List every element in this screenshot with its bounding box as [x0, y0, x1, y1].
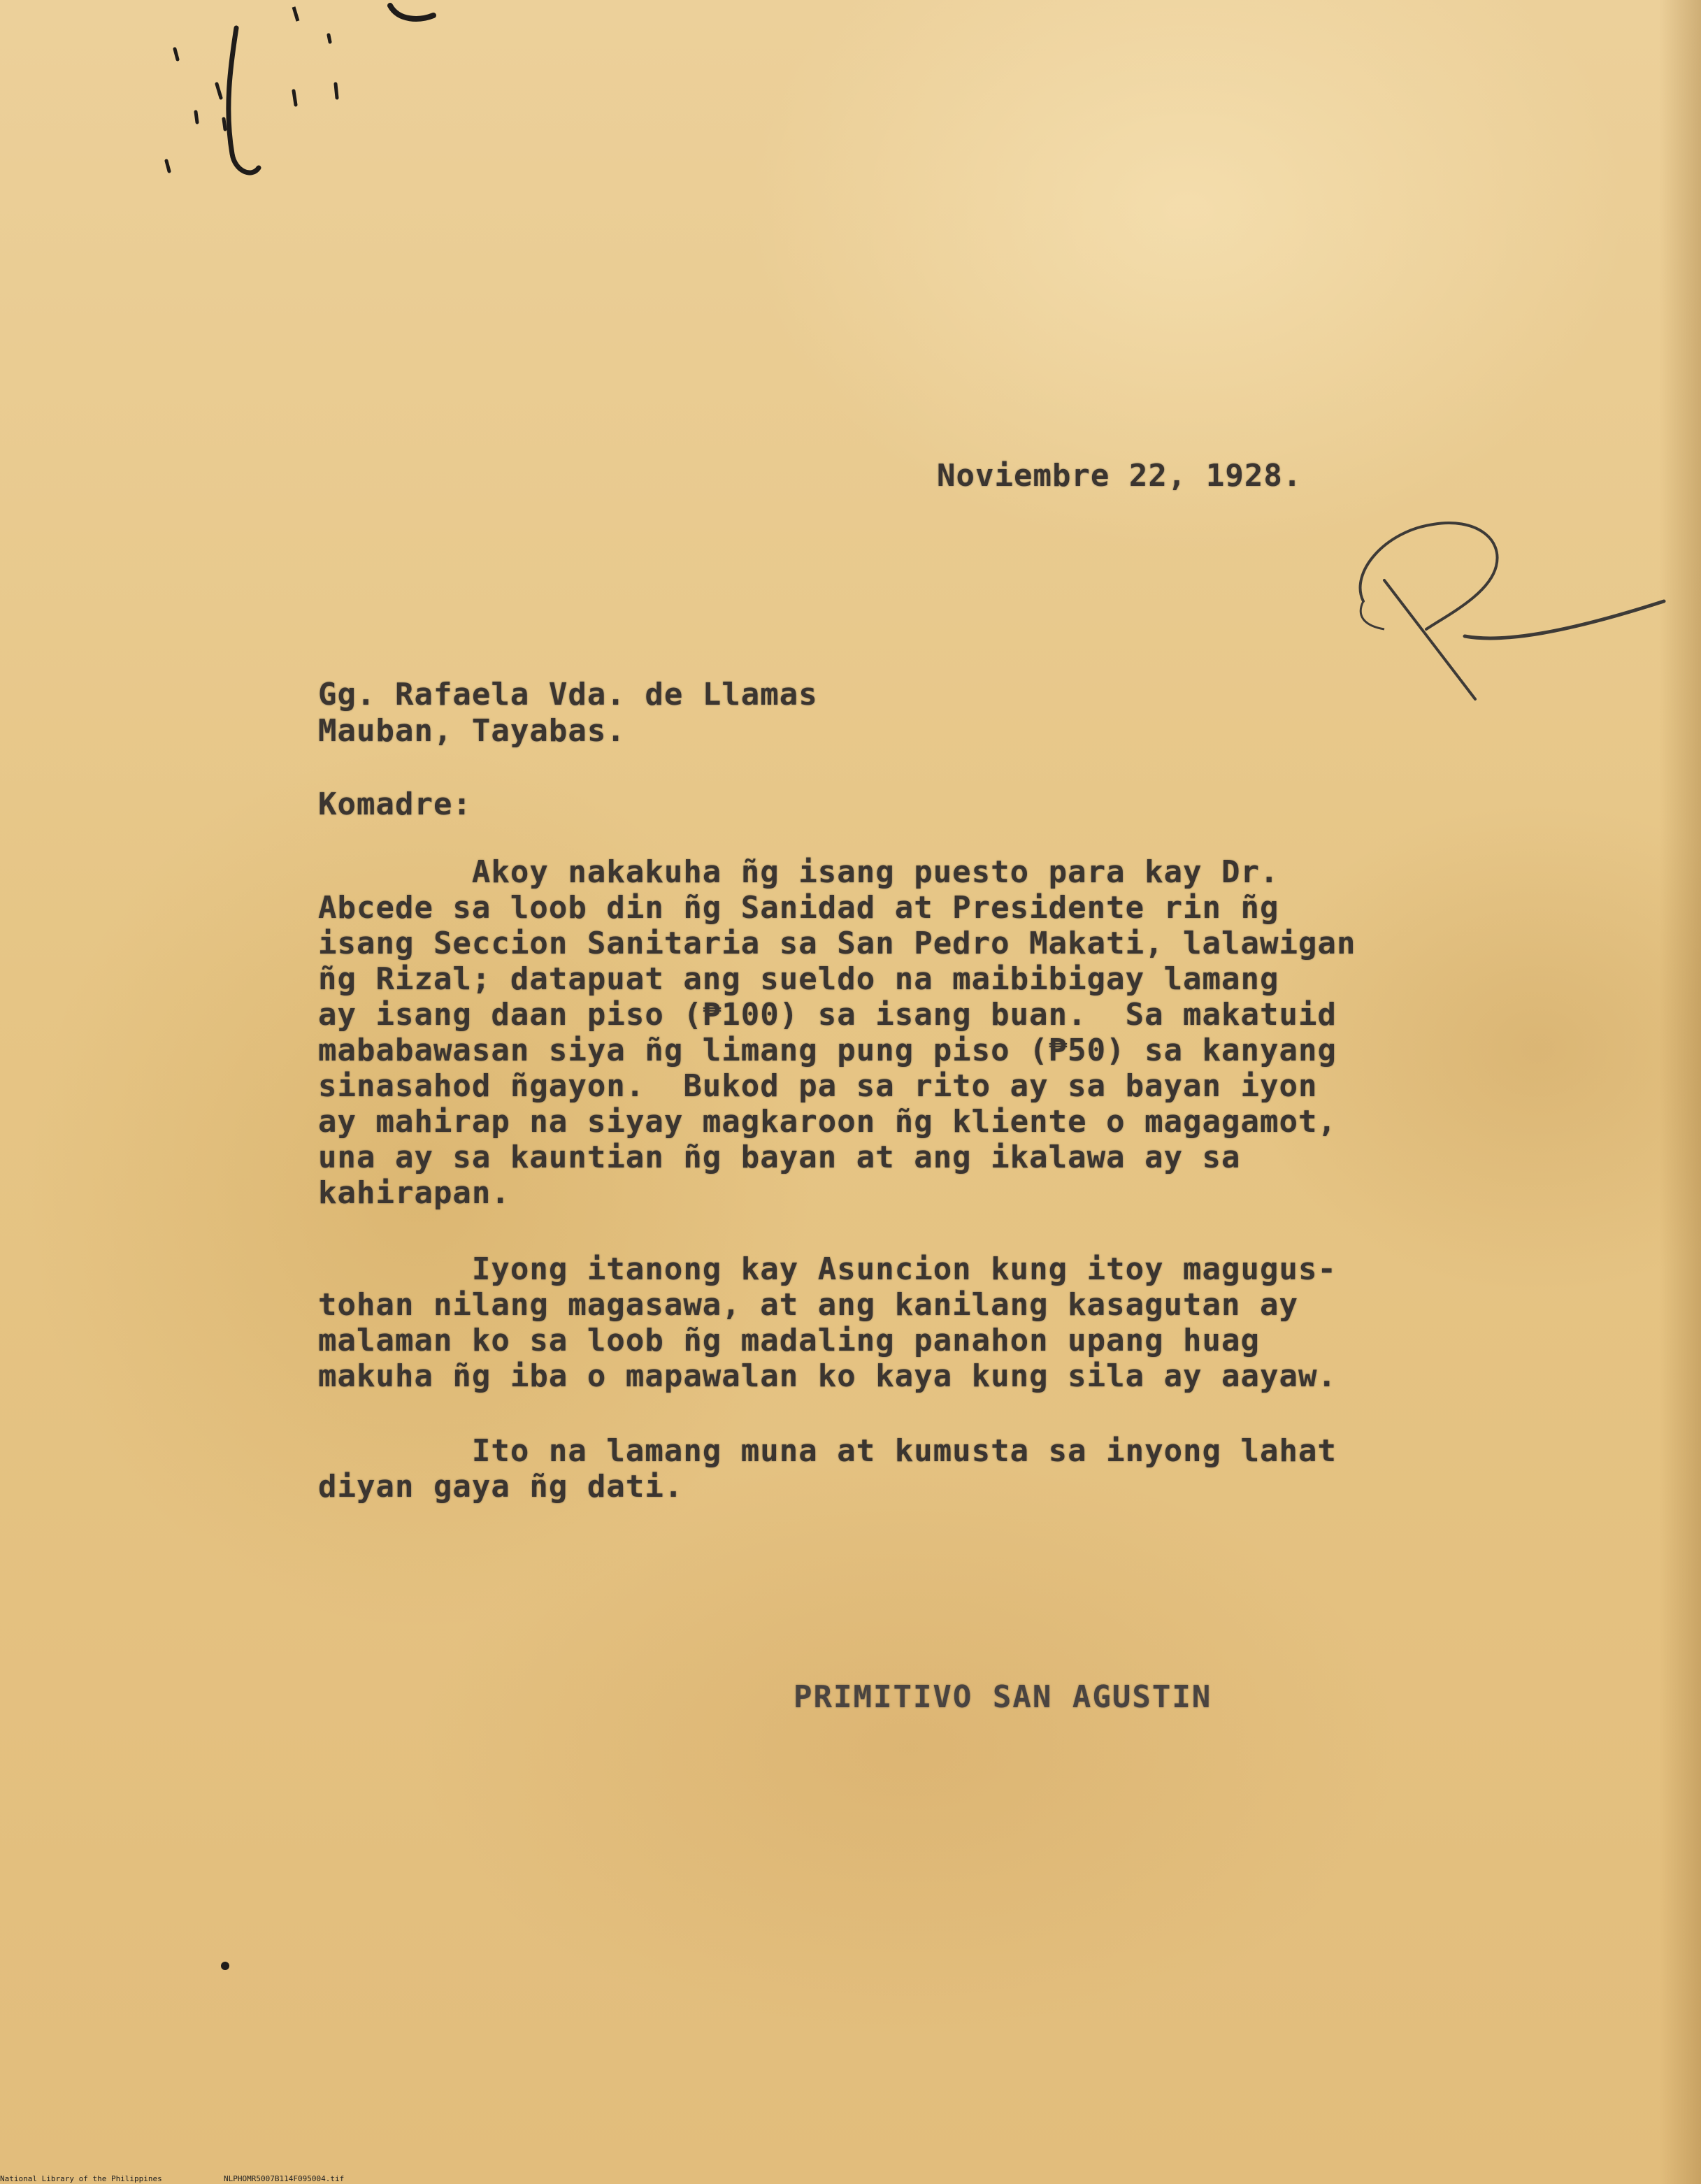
body-paragraph-3: Ito na lamang muna at kumusta sa inyong lahat diyan gaya ñg dati. — [318, 1433, 1337, 1504]
footer-institution: National Library of the Philippines — [0, 2174, 162, 2183]
salutation: Komadre: — [318, 786, 472, 822]
paper-edge-shadow — [1659, 0, 1701, 2184]
footer-filename: NLPHOMR5007B114F095004.tif — [224, 2174, 345, 2183]
recipient-place: Mauban, Tayabas. — [318, 713, 626, 749]
body-paragraph-2: Iyong itanong kay Asuncion kung itoy magugus- tohan nilang magasawa, at ang kanilang kasagutan ay malaman ko sa loob ñg madaling panahon upang huag makuha ñg iba o mapawalan ko kaya kung sila ay aayaw. — [318, 1251, 1337, 1394]
archive-footer — [0, 2174, 345, 2183]
recipient-name: Gg. Rafaela Vda. de Llamas — [318, 677, 818, 712]
recipient-address — [318, 677, 818, 749]
letter-date: Noviembre 22, 1928. — [937, 458, 1302, 494]
body-paragraph-1: Akoy nakakuha ñg isang puesto para kay Dr. Abcede sa loob din ñg Sanidad at Presidente rin ñg isang Seccion Sanitaria sa San Pedro Makati, lalawigan ñg Rizal; datapuat ang sueldo na maibibigay lamang ay isang daan piso (₱100) sa isang buan. Sa makatuid mababawasan siya ñg limang pung piso (₱50) sa kanyang sinasahod ñgayon. Bukod pa sa rito ay sa bayan iyon ay mahirap na siyay magkaroon ñg kliente o magagamot, una ay sa kauntian ñg bayan at ang ikalawa ay sa kahirapan. — [318, 854, 1356, 1211]
pencil-initial-mark — [1342, 503, 1678, 713]
ink-mark-top-left — [154, 0, 447, 189]
ink-dot — [221, 1962, 229, 1970]
signature-name: PRIMITIVO SAN AGUSTIN — [794, 1679, 1212, 1715]
